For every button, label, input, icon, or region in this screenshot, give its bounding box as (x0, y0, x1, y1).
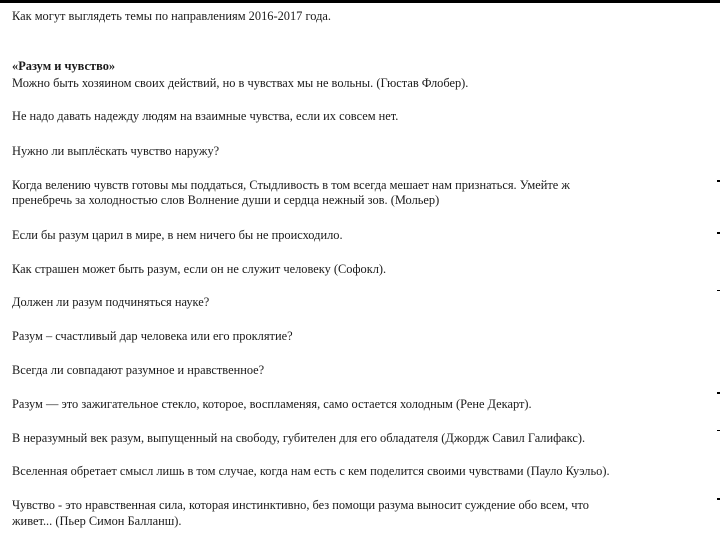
topic-item-13-line-2: живет... (Пьер Симон Балланш). (12, 514, 182, 528)
topic-item-4-line-2: пренебречь за холодностью слов Волнение души и сердца нежный зов. (Мольер) (12, 193, 440, 207)
topic-item-3: Нужно ли выплёскать чувство наружу? (12, 144, 220, 158)
topic-item-1: Можно быть хозяином своих действий, но в чувствах мы не вольны. (Гюстав Флобер). (12, 76, 469, 90)
topic-item-8: Разум – счастливый дар человека или его проклятие? (12, 329, 293, 343)
topic-item-4-line-1: Когда велению чувств готовы мы поддаться, Стыдливость в том всегда мешает нам признаться. Умейте ж (12, 178, 570, 192)
right-edge-marks (716, 0, 720, 540)
topic-item-13-line-1: Чувство - это нравственная сила, которая инстинктивно, без помощи разума выносит суждение обо всем, что (12, 498, 589, 512)
top-border (0, 0, 720, 3)
topic-item-11: В неразумный век разум, выпущенный на свободу, губителен для его обладателя (Джордж Савил Галифакс). (12, 431, 586, 445)
topic-item-12: Вселенная обретает смысл лишь в том случае, когда нам есть с кем поделится своими чувствами (Пауло Куэльо). (12, 464, 610, 478)
topic-item-10: Разум — это зажигательное стекло, которое, воспламеняя, само остается холодным (Рене Декарт). (12, 397, 532, 411)
page-title: Как могут выглядеть темы по направлениям 2016-2017 года. (12, 9, 331, 23)
topic-item-9: Всегда ли совпадают разумное и нравственное? (12, 363, 265, 377)
topic-item-7: Должен ли разум подчиняться науке? (12, 295, 210, 309)
section-heading: «Разум и чувство» (12, 59, 116, 73)
topic-item-6: Как страшен может быть разум, если он не служит человеку (Софокл). (12, 262, 387, 276)
topic-item-5: Если бы разум царил в мире, в нем ничего бы не происходило. (12, 228, 343, 242)
topic-item-2: Не надо давать надежду людям на взаимные чувства, если их совсем нет. (12, 109, 399, 123)
